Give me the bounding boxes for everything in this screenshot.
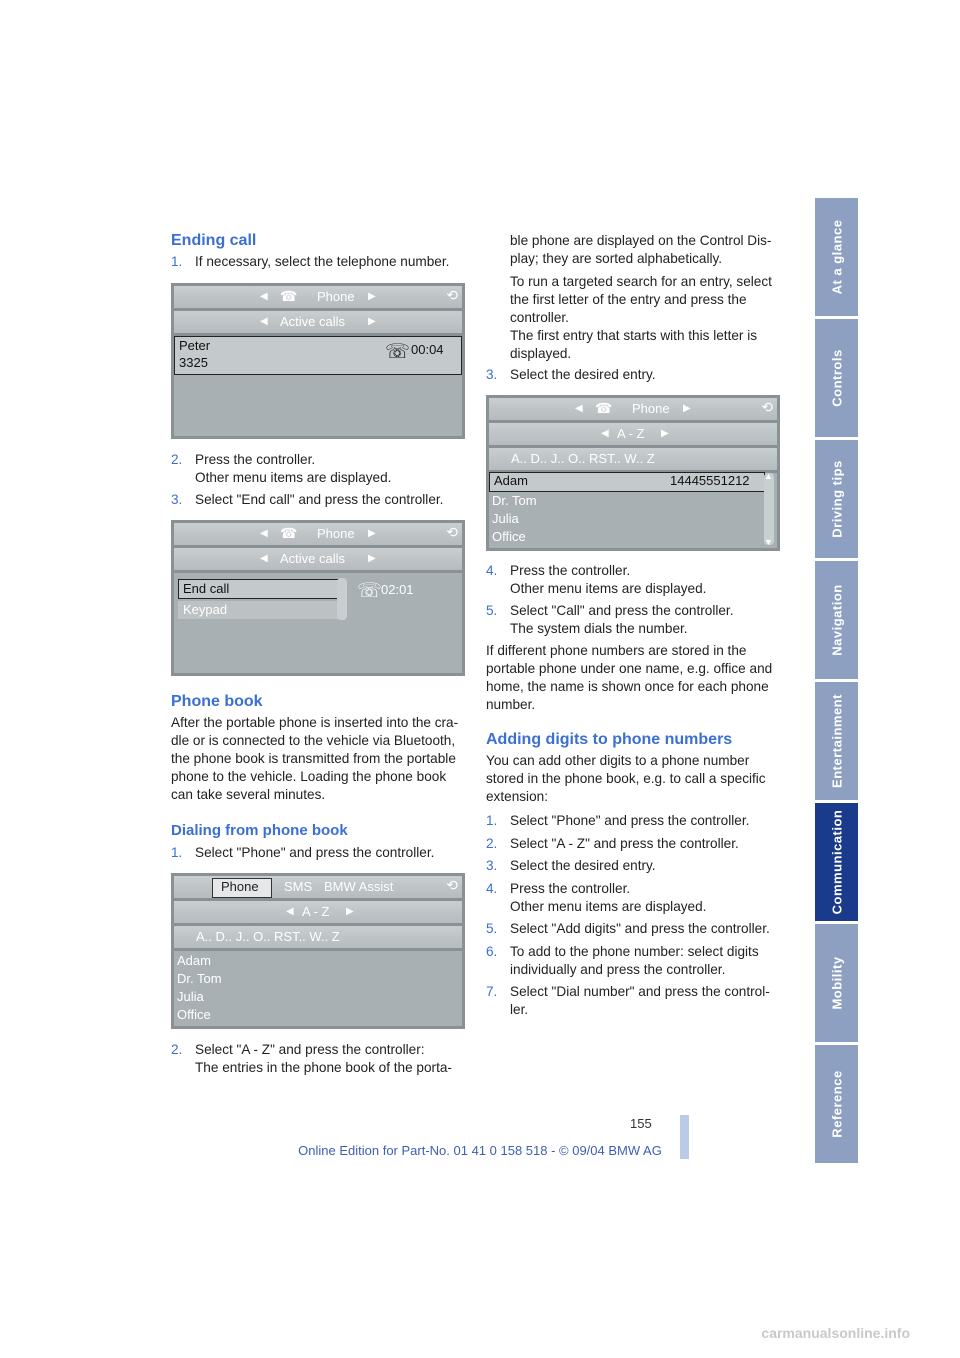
r-step-5 <box>486 602 786 638</box>
step-text: Select "Dial number" and press the control- <box>510 984 770 999</box>
add-step-5 <box>486 920 786 938</box>
text-line: stored in the phone book, e.g. to call a specific <box>486 771 766 786</box>
phone-book-paragraph <box>171 714 471 804</box>
step-number: 6. <box>486 944 498 959</box>
step-text: Select "Add digits" and press the controller. <box>510 921 770 936</box>
step-number: 5. <box>486 921 498 936</box>
text-line: number. <box>486 697 536 712</box>
step-text: Select "A - Z" and press the controller: <box>195 1042 425 1057</box>
controller-icon: ⟲ <box>761 399 773 415</box>
step-number: 3. <box>171 492 183 507</box>
tab-entertainment[interactable] <box>815 682 858 803</box>
phone-handset-icon: ☎ <box>595 400 613 416</box>
scrollbar[interactable] <box>764 473 774 545</box>
step-text-2: The entries in the phone book of the porta- <box>195 1060 452 1075</box>
call-duration: 00:04 <box>411 342 444 357</box>
footer-text: Online Edition for Part-No. 01 41 0 158 518 - © 09/04 BMW AG <box>298 1143 662 1158</box>
tab-phone-label: Phone <box>221 879 259 894</box>
step-1 <box>171 253 467 271</box>
step-text: Press the controller. <box>195 452 316 467</box>
add-step-1 <box>486 812 786 830</box>
dial-step-2 <box>171 1041 467 1077</box>
tab-controls[interactable] <box>815 319 858 440</box>
step-text-2: Other menu items are displayed. <box>195 470 392 485</box>
tab-label: Controls <box>829 349 844 407</box>
arrow-left-icon: ◀ <box>286 906 294 917</box>
text-line: controller. <box>510 310 569 325</box>
step-2 <box>171 451 467 487</box>
text-line: can take several minutes. <box>171 787 326 802</box>
caller-name: Peter <box>179 338 211 353</box>
list-item[interactable]: Office <box>177 1007 211 1022</box>
selected-entry-name: Adam <box>494 473 528 488</box>
adding-digits-paragraph <box>486 752 786 806</box>
arrow-right-icon: ▶ <box>368 528 376 539</box>
continued-text <box>510 232 800 268</box>
controller-icon: ⟲ <box>446 287 458 303</box>
list-item[interactable]: Julia <box>492 511 519 526</box>
heading-ending-call: Ending call <box>171 232 257 249</box>
step-number: 3. <box>486 367 498 382</box>
arrow-right-icon: ▶ <box>368 553 376 564</box>
step-number: 3. <box>486 858 498 873</box>
watermark: carmanualsonline.info <box>761 1325 910 1341</box>
text-line: phone to the vehicle. Loading the phone book <box>171 769 447 784</box>
tab-label: Driving tips <box>829 460 844 538</box>
step-text: Press the controller. <box>510 563 631 578</box>
text-line: If different phone numbers are stored in the <box>486 643 747 658</box>
step-number: 2. <box>171 1042 183 1057</box>
arrow-right-icon: ▶ <box>368 316 376 327</box>
menu-title: Phone <box>632 401 670 416</box>
tab-navigation[interactable] <box>815 561 858 682</box>
list-item[interactable]: Office <box>492 529 526 544</box>
add-step-7 <box>486 983 786 1019</box>
text-line: dle or is connected to the vehicle via Bluetooth, <box>171 733 456 748</box>
step-text-2: ler. <box>510 1002 529 1017</box>
list-item[interactable]: Adam <box>177 953 211 968</box>
arrow-right-icon: ▶ <box>346 906 354 917</box>
handset-icon: ☏ <box>385 341 411 363</box>
control-display-phone-book <box>171 873 465 1029</box>
arrow-right-icon: ▶ <box>368 291 376 302</box>
selected-entry-number: 14445551212 <box>670 473 750 488</box>
tab-bmw-assist-label[interactable]: BMW Assist <box>324 879 394 894</box>
step-text-2: Other menu items are displayed. <box>510 899 707 914</box>
step-text: To add to the phone number: select digits <box>510 944 759 959</box>
menu-item-keypad-label: Keypad <box>183 602 228 617</box>
caller-number: 3325 <box>179 355 208 370</box>
step-text: Select "Phone" and press the controller. <box>195 845 435 860</box>
step-text: Press the controller. <box>510 881 631 896</box>
search-text <box>510 273 800 363</box>
menu-bar-active-calls <box>174 548 462 570</box>
controller-icon: ⟲ <box>446 877 458 893</box>
step-number: 4. <box>486 881 498 896</box>
arrow-left-icon: ◀ <box>260 316 268 327</box>
letter-index[interactable]: A.. D.. J.. O.. RST.. W.. Z <box>511 451 655 466</box>
arrow-right-icon: ▶ <box>661 428 669 439</box>
step-number: 7. <box>486 984 498 999</box>
text-line: home, the name is shown once for each phone <box>486 679 769 694</box>
letter-bar[interactable] <box>174 926 462 948</box>
call-duration: 02:01 <box>381 582 414 597</box>
step-text: Select the desired entry. <box>510 367 656 382</box>
list-item[interactable]: Dr. Tom <box>177 971 222 986</box>
step-number: 5. <box>486 603 498 618</box>
submenu-title: A - Z <box>617 426 645 441</box>
phone-handset-icon: ☎ <box>280 288 298 304</box>
text-line: the first letter of the entry and press the <box>510 292 747 307</box>
text-line: play; they are sorted alphabetically. <box>510 251 723 266</box>
step-3 <box>171 491 467 509</box>
add-step-6 <box>486 943 786 979</box>
step-text: Select "A - Z" and press the controller. <box>510 836 739 851</box>
text-line: You can add other digits to a phone number <box>486 753 750 768</box>
handset-icon: ☏ <box>357 580 383 602</box>
control-display-end-call <box>171 520 465 676</box>
tab-label: Reference <box>829 1070 844 1138</box>
tab-label: Entertainment <box>829 694 844 788</box>
tab-communication[interactable] <box>815 803 858 924</box>
text-line: extension: <box>486 789 548 804</box>
arrow-left-icon: ◀ <box>260 291 268 302</box>
tab-bar <box>174 876 462 898</box>
chapter-tabs <box>815 198 858 1160</box>
submenu-title: A - Z <box>302 904 330 919</box>
control-display-active-call <box>171 283 465 439</box>
tab-sms-label[interactable]: SMS <box>284 879 313 894</box>
menu-bar-phone <box>489 398 777 420</box>
text-line: ble phone are displayed on the Control Dis- <box>510 233 772 248</box>
list-item[interactable]: Julia <box>177 989 204 1004</box>
text-line: portable phone under one name, e.g. office and <box>486 661 773 676</box>
add-step-3 <box>486 857 786 875</box>
letter-bar[interactable] <box>489 448 777 470</box>
page-number: 155 <box>630 1116 652 1131</box>
heading-dialing: Dialing from phone book <box>171 822 348 839</box>
heading-phone-book: Phone book <box>171 693 263 710</box>
phone-handset-icon: ☎ <box>280 525 298 541</box>
step-text-2: individually and press the controller. <box>510 962 726 977</box>
menu-bar-a-z <box>174 901 462 923</box>
letter-index[interactable]: A.. D.. J.. O.. RST.. W.. Z <box>196 929 340 944</box>
different-numbers-paragraph <box>486 642 786 714</box>
step-text: If necessary, select the telephone number. <box>195 254 450 269</box>
arrow-left-icon: ◀ <box>260 553 268 564</box>
step-text-2: The system dials the number. <box>510 621 688 636</box>
r-step-4 <box>486 562 786 598</box>
add-step-4 <box>486 880 786 916</box>
step-text: Select "End call" and press the controller. <box>195 492 444 507</box>
step-text: Select "Call" and press the controller. <box>510 603 734 618</box>
menu-bar-phone <box>174 286 462 308</box>
tab-label: Communication <box>829 809 844 915</box>
step-text-2: Other menu items are displayed. <box>510 581 707 596</box>
scrollbar[interactable] <box>337 578 347 620</box>
scroll-down-icon[interactable]: ▼ <box>764 537 773 547</box>
submenu-title: Active calls <box>280 314 346 329</box>
tab-mobility[interactable] <box>815 924 858 1045</box>
control-display-entry-selected <box>486 395 780 551</box>
arrow-left-icon: ◀ <box>260 528 268 539</box>
text-line: To run a targeted search for an entry, select <box>510 274 772 289</box>
text-line: the phone book is transmitted from the portable <box>171 751 456 766</box>
step-text: Select "Phone" and press the controller. <box>510 813 750 828</box>
menu-title: Phone <box>317 289 355 304</box>
arrow-right-icon: ▶ <box>683 403 691 414</box>
arrow-left-icon: ◀ <box>601 428 609 439</box>
tab-driving-tips[interactable] <box>815 440 858 561</box>
text-line: displayed. <box>510 346 572 361</box>
step-number: 1. <box>171 845 183 860</box>
tab-label: At a glance <box>829 219 844 295</box>
menu-item-end-call-label: End call <box>183 581 230 596</box>
step-number: 2. <box>171 452 183 467</box>
menu-bar-active-calls <box>174 311 462 333</box>
tab-label: Navigation <box>829 584 844 656</box>
scroll-up-icon[interactable]: ▲ <box>764 471 773 481</box>
step-number: 4. <box>486 563 498 578</box>
entry-list <box>174 951 462 1026</box>
menu-bar-phone <box>174 523 462 545</box>
menu-title: Phone <box>317 526 355 541</box>
text-line: After the portable phone is inserted into the cra- <box>171 715 459 730</box>
list-item[interactable]: Dr. Tom <box>492 493 537 508</box>
step-number: 2. <box>486 836 498 851</box>
step-number: 1. <box>171 254 183 269</box>
submenu-title: Active calls <box>280 551 346 566</box>
r-step-3 <box>486 366 786 384</box>
heading-adding-digits: Adding digits to phone numbers <box>486 731 733 748</box>
step-number: 1. <box>486 813 498 828</box>
arrow-left-icon: ◀ <box>575 403 583 414</box>
menu-bar-a-z <box>489 423 777 445</box>
step-text: Select the desired entry. <box>510 858 656 873</box>
tab-at-a-glance[interactable] <box>815 198 858 319</box>
text-line: The first entry that starts with this letter is <box>510 328 758 343</box>
dial-step-1 <box>171 844 467 862</box>
add-step-2 <box>486 835 786 853</box>
tab-label: Mobility <box>829 956 844 1010</box>
controller-icon: ⟲ <box>446 524 458 540</box>
